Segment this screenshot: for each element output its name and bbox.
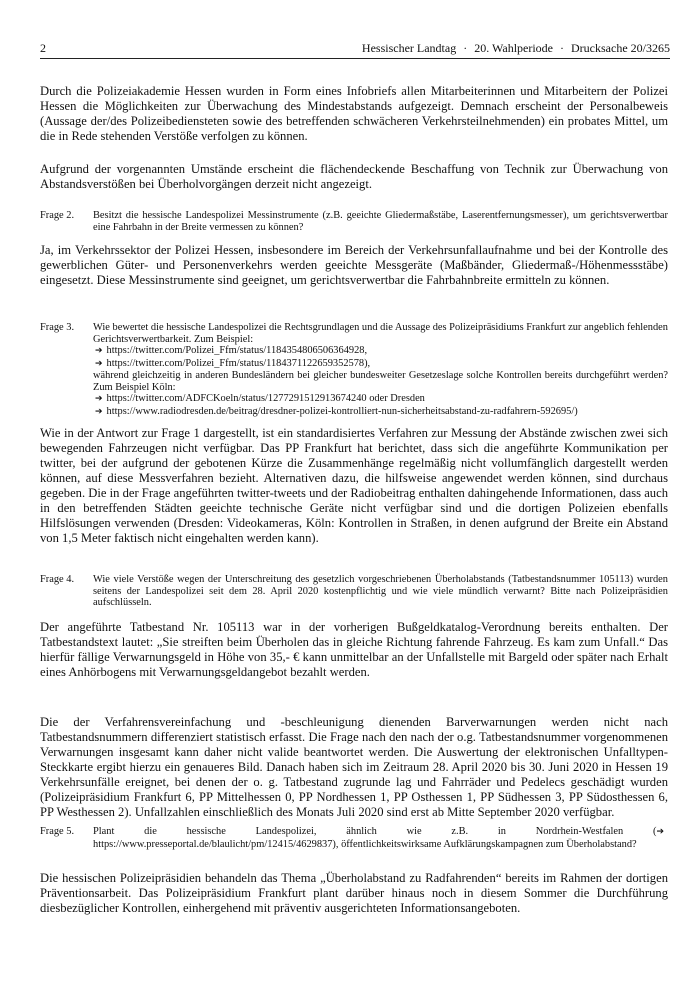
question-3-label: Frage 3. [40,322,75,333]
link-twitter-ffm-1[interactable]: https://twitter.com/Polizei_Ffm/status/1184354806506364928, [106,345,368,356]
question-5-pre: Plant die hessische Landespolizei, ähnlich wie z.B. in Nordrhein-Westfalen ( [93,826,657,837]
arrow-right-icon: ➔ [95,394,103,404]
question-3-link-line [93,358,668,371]
question-4-text: Wie viele Verstöße wegen der Unterschreitung des gesetzlich vorgeschriebenen Überholabstands (Tatbestandsnummer 105113) wurden seitens der Landespolizei seit dem 28. April 2020 kostenpflichtig und wie viele mündlich verwarnt? Bitte nach Polizeipräsidien aufschlüsseln. [93,574,668,608]
question-5-label: Frage 5. [40,826,75,837]
link-radio-dresden[interactable]: https://www.radiodresden.de/beitrag/dresdner-polizei-kontrolliert-nun-sicherheitsabstand-zu-radfahrern-592695/) [106,405,578,417]
paragraph-conclusion: Aufgrund der vorgenannten Umstände erscheint die flächendeckende Beschaffung von Technik zur Überwachung von Abstandsverstößen bei Überholvorgängen derzeit nicht angezeigt. [40,162,668,191]
answer-5: Die hessischen Polizeipräsidien behandeln das Thema „Überholabstand zu Radfahrenden“ bereits im Rahmen der dortigen Präventionsarbeit. Das Polizeipräsidium Frankfurt plant darüber hinaus noch in diesem Sommer die Durchführung diesbezüglicher Kontrollen, einhergehend mit präventiv ausgerichteten Informationsangeboten. [40,871,668,915]
question-2-text: Besitzt die hessische Landespolizei Messinstrumente (z.B. geeichte Gliedermaßstäbe, Laserentfernungsmesser), um gerichtsverwertbar eine Fahrbahn in der Breite vermessen zu können? [93,210,668,233]
header-separator: · [560,41,565,55]
question-3-link-line [93,345,668,358]
question-2-label: Frage 2. [40,210,75,221]
question-3-link-line [93,406,668,419]
header-info [362,41,670,56]
question-3-mid: während gleichzeitig in anderen Bundesländern bei gleicher bundesweiter Gesetzeslage solche Kontrollen bereits durchgeführt werden? Zum Beispiel Köln: [93,370,668,393]
header-separator: · [463,41,468,55]
page-header [40,40,670,59]
answer-4-part-2: Die der Verfahrensvereinfachung und -beschleunigung dienenden Barverwarnungen werden nicht nach Tatbestandsnummern differenziert statistisch erfasst. Die Frage nach den nach der o.g. Tatbestandsnummer vorgenommenen Verwarnungen insgesamt kann daher nicht valide beantwortet werden. Die Auswertung der elektronischen Unfalltypen-Steckkarte ergibt hierzu ein genaueres Bild. Danach haben sich im Zeitraum 28. April 2020 bis 30. Juni 2020 in Hessen 19 Verkehrsunfälle ereignet, bei denen der o. g. Tatbestand zugrunde lag und Fahrräder und Pedelecs geschädigt wurden (Polizeipräsidium Frankfurt 6, PP Mittelhessen 0, PP Nordhessen 1, PP Osthessen 1, PP Südhessen 3, PP Südosthessen 6, PP Westhessen 2). Unfallzahlen einschließlich des Monats Juli 2020 sind erst ab Mitte September 2020 verfügbar. [40,715,668,819]
answer-4-part-1: Der angeführte Tatbestand Nr. 105113 war in der vorherigen Bußgeldkatalog-Verordnung bereits enthalten. Der Tatbestandstext lautet: „Sie streiften beim Überholen das in gleiche Richtung fahrende Fahrzeug. Es kam zum Unfall.“ Das hierfür fällige Verwarnungsgeld in Höhe von 35,- € kann unmittelbar an der Unfallstelle mit Bargeld oder später nach Erhalt eines Anhörbogens mit Verwarnungsgeldangebot bezahlt werden. [40,620,668,679]
question-3-link-line [93,393,668,406]
paragraph-infobrief: Durch die Polizeiakademie Hessen wurden in Form eines Infobriefs allen Mitarbeiterinnen und Mitarbeitern der Polizei Hessen die Möglichkeiten zur Überwachung des Mindestabstands aufgezeigt. Demnach erscheint der Personalbeweis (Aussage der/des Polizeibediensteten sowie des betreffenden schwächeren Verkehrsteilnehmenden) ein probates Mittel, um die in Rede stehenden Verstöße verfolgen zu können. [40,84,668,143]
question-5-link-text[interactable]: https://www.presseportal.de/blaulicht/pm/12415/4629837), öffentlichkeitswirksame Aufklärungskampagnen zum Überholabstand? [93,838,637,850]
question-5-text [93,826,668,850]
page-number: 2 [40,41,46,55]
question-3-text [93,322,668,418]
arrow-right-icon: ➔ [95,358,103,369]
legislative-period: 20. Wahlperiode [474,41,554,55]
link-twitter-adfc-koeln[interactable]: https://twitter.com/ADFCKoeln/status/1277291512913674240 oder Dresden [106,393,425,404]
question-4-label: Frage 4. [40,574,75,585]
answer-2: Ja, im Verkehrssektor der Polizei Hessen, insbesondere im Bereich der Verkehrsunfallaufnahme und bei der Kontrolle des gewerblichen Güter- und Personenverkehrs werden geeichte Messgeräte (Maßbänder, Gliedermaß-/Höhenmessstäbe) eingesetzt. Diese Messinstrumente sind geeignet, um gerichtsverwertbar die Fahrbahnbreite ermitteln zu können. [40,243,668,287]
question-3-intro: Wie bewertet die hessische Landespolizei die Rechtsgrundlagen und die Aussage des Polizeipräsidiums Frankfurt zur angeblich fehlenden Gerichtsverwertbarkeit. Zum Beispiel: [93,322,668,345]
parliament-name: Hessischer Landtag [361,41,457,55]
link-twitter-ffm-2[interactable]: https://twitter.com/Polizei_Ffm/status/1184371122659352578), [106,357,371,369]
document-number: Drucksache 20/3265 [571,41,670,55]
arrow-right-icon: ➔ [656,827,664,837]
answer-3: Wie in der Antwort zur Frage 1 dargestellt, ist ein standardisiertes Verfahren zur Messung der Abstände zwischen zwei sich bewegenden Fahrzeugen nicht verfügbar. Das PP Frankfurt hat berichtet, dass sich die angeführte Kommunikation per twitter, bei der aufgrund der gebotenen Kürze die Zusammenhänge regelmäßig nicht vollumfänglich dargestellt werden können, auf diese Messverfahren bezieht. Alternativen dazu, die hilfsweise angewendet werden können, sind durchaus gegeben. Die in der Frage angeführten twitter-tweets und der Radiobeitrag enthalten dahingehende Informationen, dass auch in den betreffenden Städten geeichte technische Geräte nicht verfügbar sind und die dortigen Polizeien ebenfalls Hilfslösungen verwenden (Dresden: Videokameras, Köln: Kontrollen in Straßen, in denen aufgrund der Breite ein Abstand von 1,5 Meter faktisch nicht eingehalten werden kann). [40,426,668,545]
arrow-right-icon: ➔ [95,346,103,356]
arrow-right-icon: ➔ [95,406,103,417]
